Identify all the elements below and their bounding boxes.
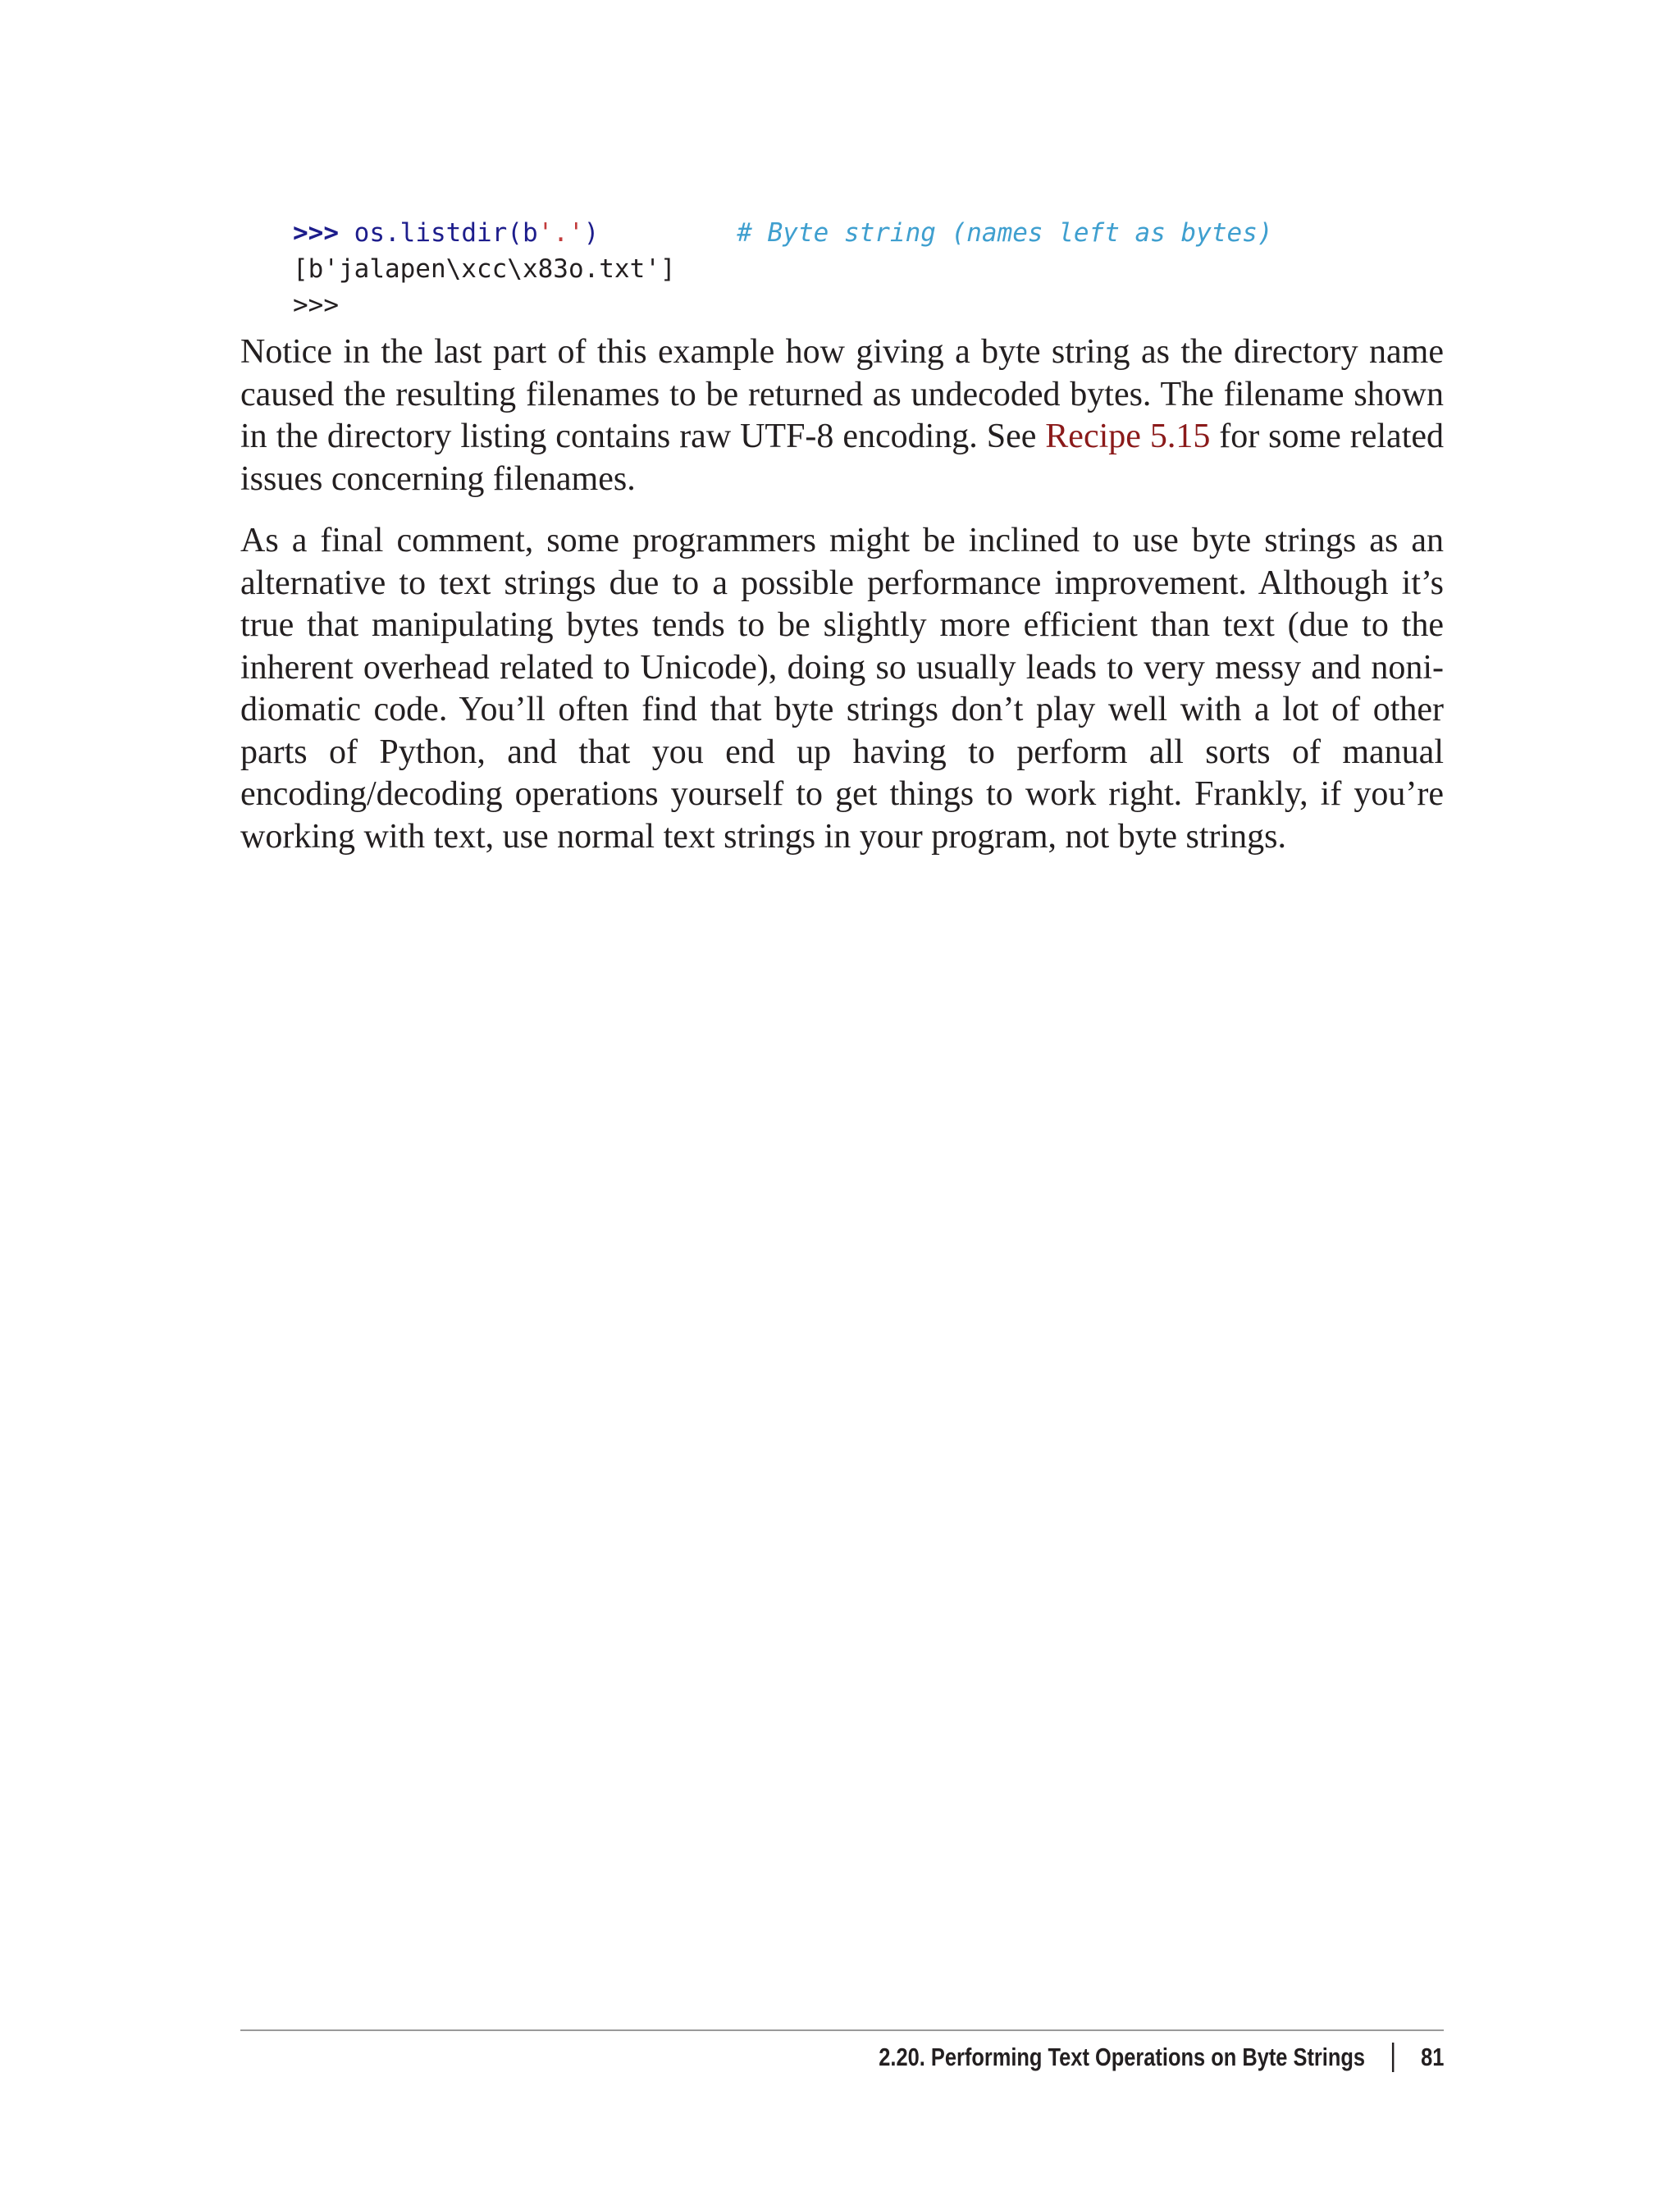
code-comment: # Byte string (names left as bytes): [737, 218, 1273, 248]
page-number: 81: [1420, 2043, 1444, 2071]
recipe-link[interactable]: Recipe 5.15: [1045, 418, 1211, 455]
paragraph-1-text-before: Notice in the last part of this example how giving a byte string as the directory name caused the resulting filenames to be returned as undecoded bytes. The filename shown in the directory listing contains raw UTF-8 encoding. See: [240, 333, 1444, 455]
code-string-literal: '.': [537, 218, 584, 248]
paragraph-1: [240, 331, 1444, 500]
code-line-2: [b'jalapen\xcc\x83o.txt']: [293, 254, 676, 284]
code-line-1: [293, 215, 1458, 251]
code-call: os.listdir(b: [354, 218, 538, 248]
footer-separator: [1391, 2043, 1393, 2072]
code-listing: [293, 215, 1458, 323]
paragraph-1-text-after: for some related issues concerning filenames.: [240, 418, 1445, 498]
code-close-paren: ): [583, 218, 600, 248]
footer-section-title: 2.20. Performing Text Operations on Byte Strings: [878, 2043, 1365, 2071]
code-prompt: >>>: [293, 218, 339, 248]
paragraph-2: As a final comment, some programmers might be inclined to use byte strings as an alternative to text strings due to a possible performance improvement. Although it’s true that manipulating bytes tends to be slightly more efficient than text (due to the inherent overhead related to Unicode), doing so usually leads to very messy and nonidiomatic code. You’ll often find that byte strings don’t play well with a lot of other parts of Python, and that you end up having to perform all sorts of manual encoding/decoding operations yourself to get things to work right. Frankly, if you’re working with text, use normal text strings in your program, not byte strings.: [240, 522, 1444, 856]
code-line-3: >>>: [293, 290, 339, 320]
running-footer: [879, 2039, 1444, 2075]
footer-rule: [240, 2029, 1444, 2031]
